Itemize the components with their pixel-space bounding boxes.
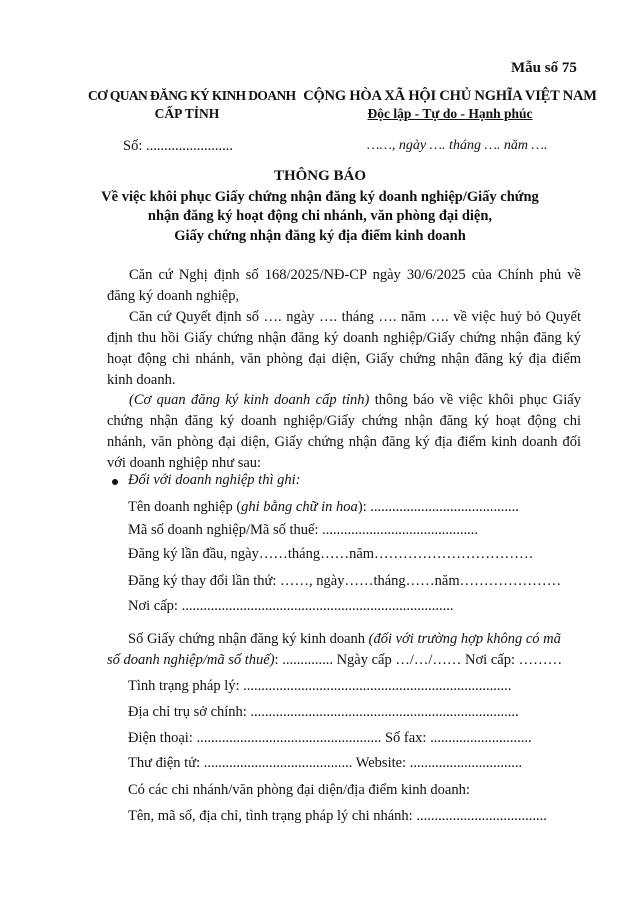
notice-subtitle-2: nhận đăng ký hoạt động chi nhánh, văn phòng đại diện,	[147, 208, 493, 224]
country-name: CỘNG HÒA XÃ HỘI CHỦ NGHĨA VIỆT NAM	[303, 88, 597, 104]
legal-basis-paragraph-1: Căn cứ Nghị định số 168/2025/NĐ-CP ngày 30/6/2025 của Chính phủ về đăng ký doanh nghiệp,	[107, 267, 581, 304]
bullet-heading: Đối với doanh nghiệp thì ghi:	[128, 472, 301, 488]
legal-basis-paragraph-2: Căn cứ Quyết định số …. ngày …. tháng …. năm …. về việc huỷ bỏ Quyết định thu hồi Giấy chứng nhận đăng ký doanh nghiệp/Giấy chứng nhận đăng ký hoạt động chi nhánh, văn phòng đại diện, Giấy chứng nhận đăng ký địa điểm kinh doanh.	[107, 309, 581, 388]
business-cert-field	[128, 631, 561, 648]
business-cert-hint: (đối với trường hợp không có mã	[368, 631, 561, 647]
issued-at-field: Nơi cấp: ...........................................................................	[128, 598, 454, 614]
business-cert-hint-cont: số doanh nghiệp/mã số thuế)	[107, 652, 275, 668]
tax-code-field: Mã số doanh nghiệp/Mã số thuế: ...........................................	[128, 522, 478, 538]
agency-placeholder: (Cơ quan đăng ký kinh doanh cấp tỉnh)	[129, 392, 370, 408]
branch-info-field: Tên, mã số, địa chỉ, tình trạng pháp lý chi nhánh: ....................................	[128, 808, 547, 824]
document-number: Số: ........................	[123, 138, 233, 154]
notice-paragraph	[107, 390, 581, 474]
branches-field: Có các chi nhánh/văn phòng đại diện/địa điểm kinh doanh:	[128, 782, 470, 798]
company-name-label: Tên doanh nghiệp (	[128, 499, 242, 515]
form-number: Mẫu số 75	[511, 60, 577, 76]
notice-subtitle-3: Giấy chứng nhận đăng ký địa điểm kinh doanh	[174, 228, 466, 244]
phone-fax-field: Điện thoại: ................................................... Số fax: ............................	[128, 730, 532, 746]
hq-address-field: Địa chỉ trụ sở chính: ..........................................................................	[128, 704, 519, 720]
bullet-icon	[112, 479, 118, 485]
notice-subtitle-1: Về việc khôi phục Giấy chứng nhận đăng ký doanh nghiệp/Giấy chứng	[101, 189, 539, 205]
change-registration-field: Đăng ký thay đổi lần thứ: ……, ngày……tháng……năm…………………	[128, 573, 562, 589]
company-name-dots: ): .........................................	[357, 499, 519, 515]
business-cert-label: Số Giấy chứng nhận đăng ký kinh doanh	[128, 631, 369, 647]
legal-status-field: Tình trạng pháp lý: ..........................................................................	[128, 678, 512, 694]
first-registration-field: Đăng ký lần đầu, ngày……tháng……năm……………………………	[128, 546, 534, 562]
business-cert-field-cont	[107, 652, 562, 669]
company-name-field	[128, 499, 519, 516]
issue-date: ……, ngày …. tháng …. năm ….	[367, 138, 548, 153]
business-cert-dots: : .............. Ngày cấp …/…/…… Nơi cấp: ………	[274, 652, 563, 668]
agency-level: CẤP TỈNH	[154, 106, 220, 121]
notice-paragraph-text: thông báo về việc khôi phục Giấy chứng nhận đăng ký doanh nghiệp/Giấy chứng nhận đăng ký hoạt động chi nhánh, văn phòng đại diện, Giấy chứng nhận đăng ký địa điểm kinh doanh đối với doanh nghiệp như sau:	[107, 392, 581, 471]
company-name-hint: ghi bằng chữ in hoa	[241, 499, 358, 515]
notice-title: THÔNG BÁO	[273, 168, 367, 184]
email-website-field: Thư điện tử: ......................................... Website: ...............................	[128, 755, 523, 771]
country-motto: Độc lập - Tự do - Hạnh phúc	[367, 106, 533, 121]
agency-name: CƠ QUAN ĐĂNG KÝ KINH DOANH	[88, 88, 296, 103]
